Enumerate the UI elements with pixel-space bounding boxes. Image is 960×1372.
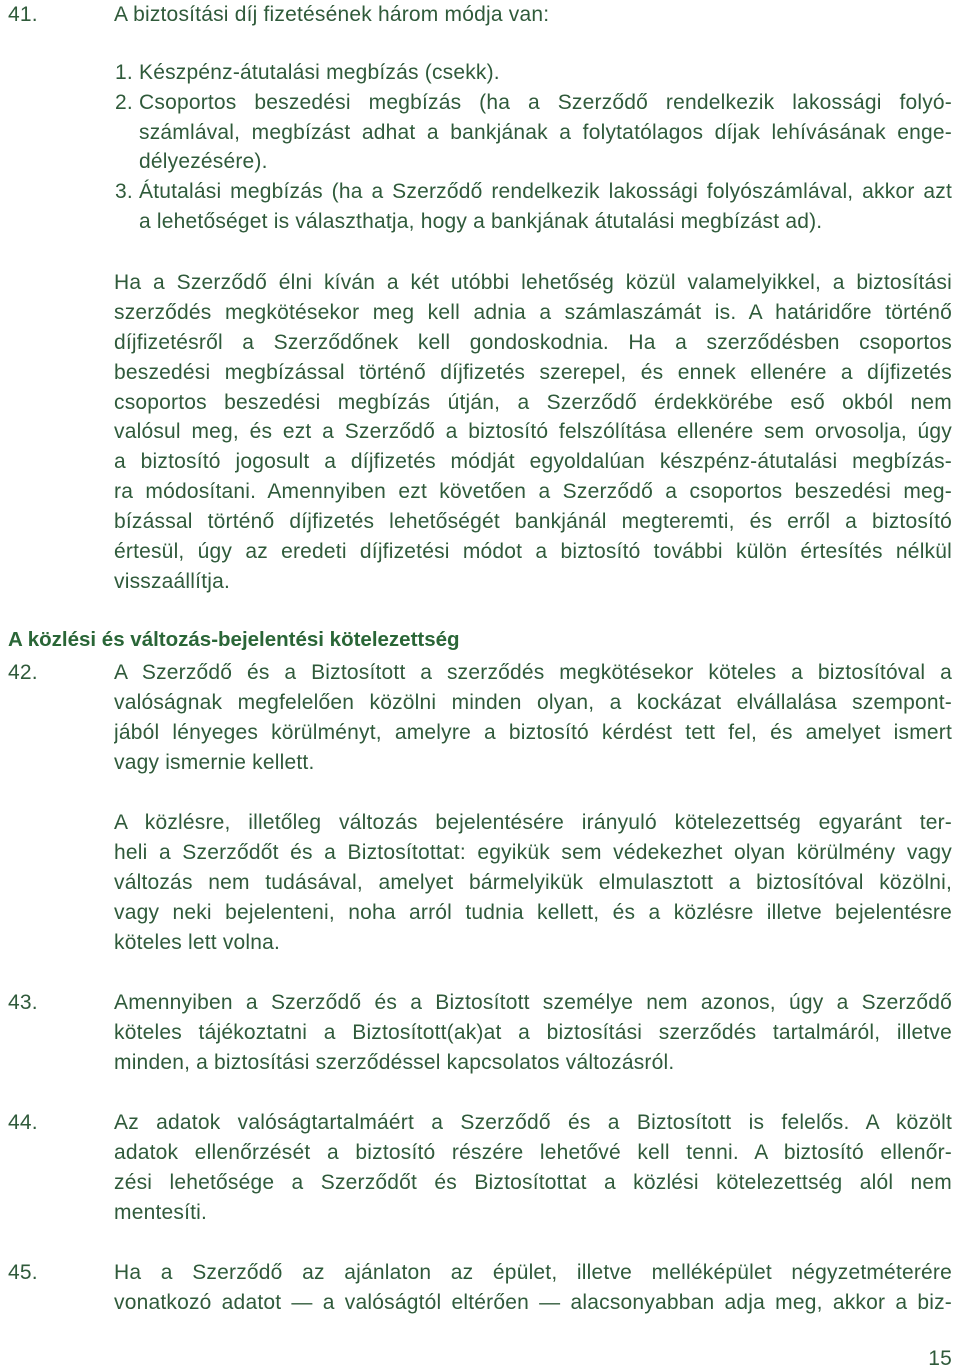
section-number: 45.	[8, 1261, 38, 1284]
paragraph-line: változás nem tudásával, amelyet bármelyikük elmulasztott a biztosítóval közölni,	[114, 871, 952, 894]
note-paragraph	[114, 268, 952, 597]
note-line: Ha a Szerződő élni kíván a két utóbbi lehetőség közül valamelyikkel, a biztosítási	[114, 271, 952, 294]
method-number: 1.	[115, 61, 133, 84]
note-line: értesül, úgy az eredeti díjfizetési módot a biztosító további külön értesítés nélkül	[114, 540, 952, 564]
section-line: köteles tájékoztatni a Biztosított(ak)at a biztosítási szerződés tartalmáról, illetve	[114, 1021, 952, 1044]
section-line: vonatkozó adatot — a valóságtól eltérően — alacsonyabban adja meg, akkor a biz-	[114, 1291, 952, 1314]
paragraph-line: heli a Szerződőt és a Biztosítottat: egyikük sem védekezhet olyan körülmény vagy	[114, 841, 952, 864]
note-line: bízással történő díjfizetés lehetőségét bankjánál megteremti, és erről a biztosító	[114, 510, 952, 534]
note-line: szerződés megkötésekor meg kell adnia a számlaszámát is. A határidőre történő	[114, 300, 952, 324]
section-line: minden, a biztosítási szerződéssel kapcsolatos változásról.	[114, 1051, 675, 1074]
note-line: díjfizetésről a Szerződőnek kell gondoskodnia. Ha a szerződésben csoportos	[114, 330, 952, 354]
section-line: Az adatok valóságtartalmáért a Szerződő és a Biztosított is felelős. A közölt	[114, 1111, 952, 1134]
method-line: délyezésére).	[139, 150, 268, 174]
section-line: jából lényeges körülményt, amelyre a biztosító kérdést tett fel, és amelyet ismert	[114, 721, 952, 744]
note-line: valósul meg, és ezt a Szerződő a biztosító felszólítása ellenére sem orvosolja, úgy	[114, 420, 952, 444]
method-item-2	[115, 88, 952, 177]
method-text	[139, 177, 952, 237]
paragraph-line: köteles lett volna.	[114, 931, 281, 954]
section-line: mentesíti.	[114, 1201, 208, 1224]
section-42-paragraph-text	[114, 808, 952, 958]
section-line: zési lehetősége a Szerződőt és Biztosítottat a közlési kötelezettség alól nem	[114, 1171, 952, 1194]
method-line: Készpénz-átutalási megbízás (csekk).	[139, 61, 500, 84]
section-45-text	[114, 1258, 952, 1318]
section-number: 42.	[8, 661, 38, 684]
section-number: 44.	[8, 1111, 38, 1134]
section-line: adatok ellenőrzését a biztosító részére lehetővé kell tenni. A biztosító ellenőr-	[114, 1141, 952, 1164]
section-line: Amennyiben a Szerződő és a Biztosított személye nem azonos, úgy a Szerződő	[114, 991, 952, 1014]
section-41-intro-text	[114, 0, 952, 30]
note-line: csoportos beszedési megbízás útján, a Szerződő érdekkörébe eső okból nem	[114, 390, 952, 414]
note-line: visszaállítja.	[114, 569, 231, 593]
note-line: beszedési megbízással történő díjfizetés szerepel, és ennek ellenére a díjfizetés	[114, 360, 952, 384]
section-number: 41.	[8, 3, 38, 26]
methods-items	[115, 58, 952, 237]
section-42-text	[114, 658, 952, 778]
section-line: Ha a Szerződő az ajánlaton az épület, illetve melléképület négyzetméterére	[114, 1261, 952, 1284]
note-line: a biztosító jogosult a díjfizetés módját egyoldalúan készpénz-átutalási megbízás-	[114, 450, 952, 474]
intro-line: A biztosítási díj fizetésének három módja van:	[114, 3, 550, 26]
section-44-text	[114, 1108, 952, 1228]
section-line: A Szerződő és a Biztosított a szerződés megkötésekor köteles a biztosítóval a	[114, 661, 952, 684]
paragraph-line: vagy neki bejelenteni, noha arról tudnia kellett, és a közlésre illetve bejelentésre	[114, 901, 952, 924]
method-text	[139, 58, 952, 88]
method-item-3	[115, 177, 952, 237]
method-text	[139, 88, 952, 177]
method-line: számlával, megbízást adhat a bankjának a folytatólagos díjak lehívásának enge-	[139, 120, 952, 144]
page-number: 15	[928, 1347, 952, 1370]
method-number: 2.	[115, 90, 133, 114]
paragraph-line: A közlésre, illetőleg változás bejelentésére irányuló kötelezettség egyaránt ter-	[114, 811, 952, 834]
note-line: ra módosítani. Amennyiben ezt követően a Szerződő a csoportos beszedési meg-	[114, 480, 952, 504]
method-line: a lehetőséget is választhatja, hogy a bankjának átutalási megbízást ad).	[139, 209, 823, 233]
method-line: Átutalási megbízás (ha a Szerződő rendelkezik lakossági folyószámlával, akkor azt	[139, 180, 952, 204]
section-43-text	[114, 988, 952, 1078]
method-number: 3.	[115, 180, 133, 204]
section-number: 43.	[8, 991, 38, 1014]
method-line: Csoportos beszedési megbízás (ha a Szerződő rendelkezik lakossági folyó-	[139, 90, 952, 114]
method-item-1	[115, 58, 952, 88]
section-heading: A közlési és változás-bejelentési kötelezettség	[8, 628, 460, 651]
section-line: vagy ismernie kellett.	[114, 751, 315, 774]
section-line: valóságnak megfelelően közölni minden olyan, a kockázat elvállalása szempont-	[114, 691, 952, 714]
